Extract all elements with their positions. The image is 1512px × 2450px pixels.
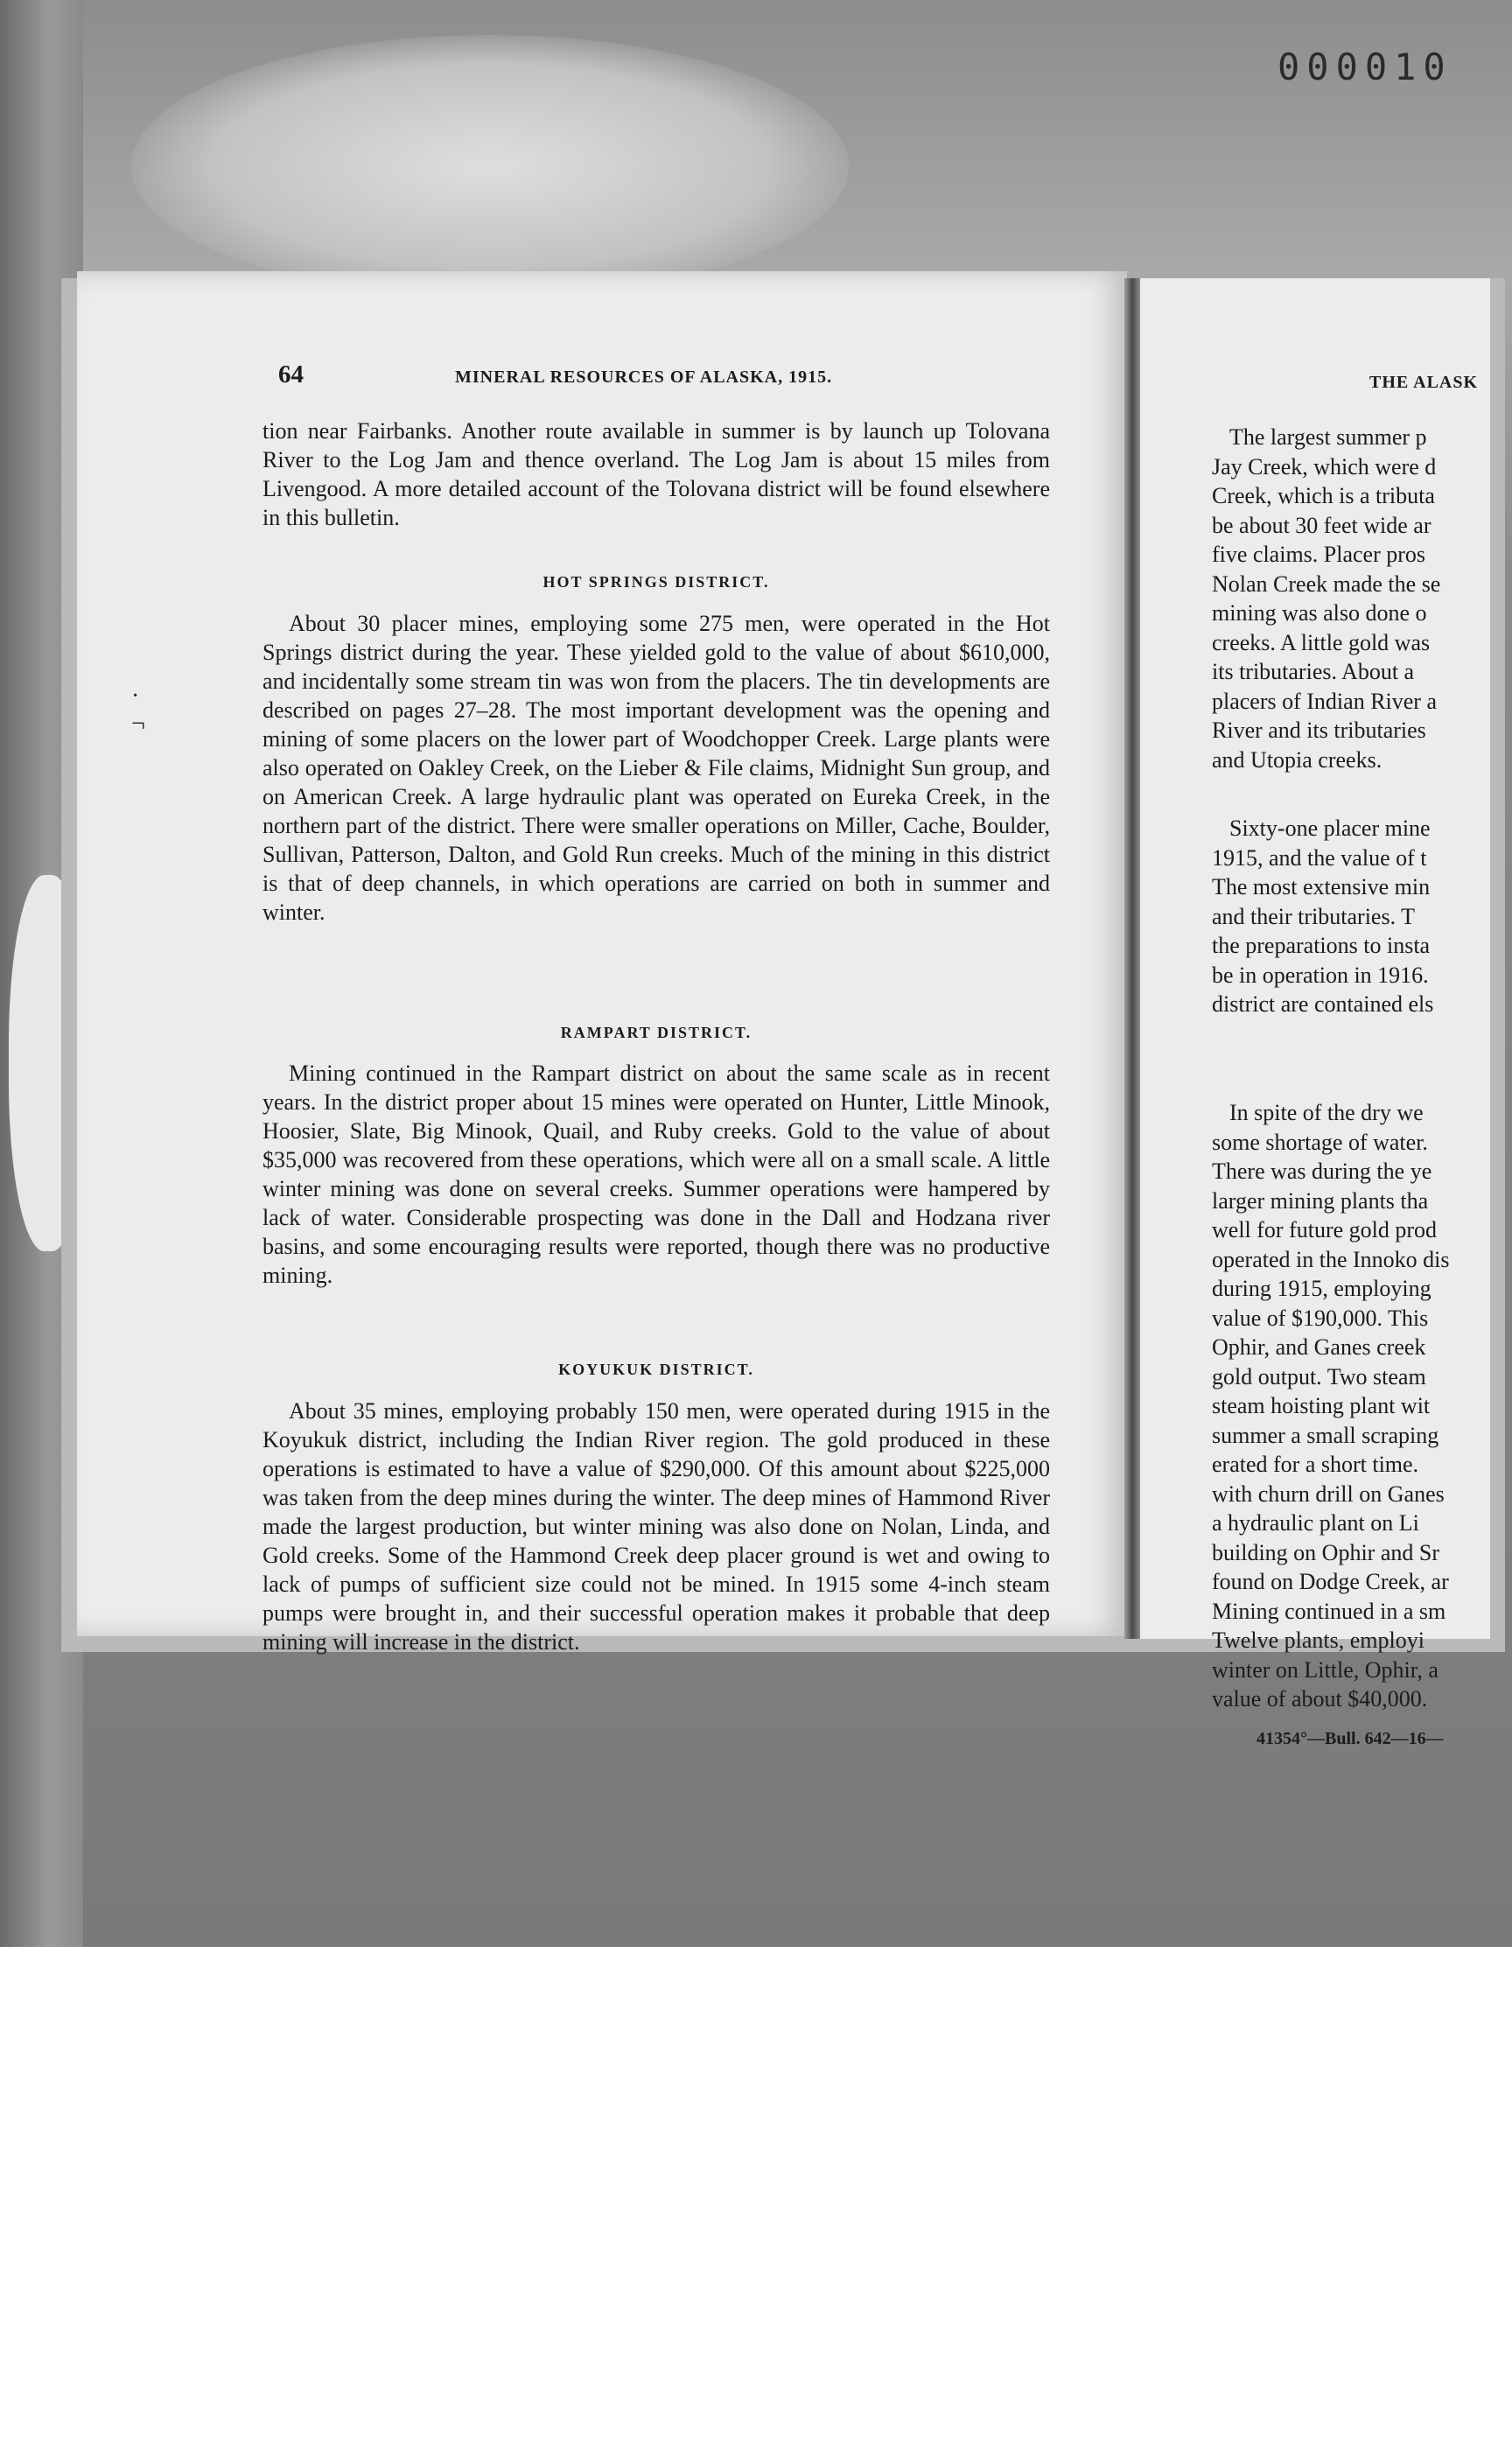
right-footer-note: 41354°—Bull. 642—16— [1256,1729,1444,1748]
right-text-line: the preparations to insta [1212,933,1431,958]
paragraph: About 30 placer mines, employing some 275 men, were operated in the Hot Springs district during the year. These yielded gold to the value of about $610,000, and incidentally some stream tin was won from the placers. The tin developments are described on pages 27–28. The most important development was the opening and mining of some placers on the lower part of Woodchopper Creek. Large plants were also operated on Oakley Creek, on the Lieber & File claims, Midnight Sun group, and on American Creek. A large hydraulic plant was operated on Eureka Creek, in the northern part of the district. There were smaller operations on Miller, Cache, Boulder, Sullivan, Patterson, Dalton, and Gold Run creeks. Much of the mining in this district is that of deep channels, in which operations are carried on both in summer and winter. [262,611,1050,925]
section-body-koyukuk [262,1396,1050,1656]
right-text-line: River and its tributaries [1212,718,1426,743]
right-text-line: value of $190,000. This [1212,1305,1429,1331]
right-text-line: mining was also done o [1212,600,1427,626]
right-text-line: Jay Creek, which were d [1212,453,1437,480]
right-text-line: be about 30 feet wide ar [1212,512,1432,538]
right-text-line: five claims. Placer pros [1212,542,1426,567]
right-text-line: operated in the Innoko dis [1212,1246,1450,1272]
book-gutter [1124,278,1140,1639]
document-number-stamp: 000010 [1278,46,1452,88]
right-running-head: THE ALASK [1369,373,1479,392]
right-text-line: well for future gold prod [1212,1217,1438,1242]
right-text-line: The most extensive min [1212,874,1431,900]
paragraph: Mining continued in the Rampart district on about the same scale as in recent years. In the district proper about 15 mines were operated on Hunter, Little Minook, Hoosier, Slate, Big Minook, Quail, and Ruby creeks. Gold to the value of about $35,000 was recovered from these operations, which were all on a small scale. A little winter mining was done on several creeks. Summer operations were hampered by lack of water. Considerable prospecting was done in the Dall and Hodzana river basins, and some encouraging results were reported, though there was no productive mining. [262,1060,1050,1288]
right-text-line: Ophir, and Ganes creek [1212,1334,1426,1360]
section-body-hot-springs [262,609,1050,927]
right-text-line: value of about $40,000. [1212,1686,1428,1712]
right-text-line: district are contained els [1212,991,1434,1017]
page-number: 64 [278,360,304,388]
intro-text: tion near Fairbanks. Another route available in summer is by launch up Tolovana River to the Log Jam and thence overland. The Log Jam is about 15 miles from Livengood. A more detailed account of the Tolovana district will be found elsewhere in this bulletin. [262,418,1050,530]
right-text-line: Nolan Creek made the se [1212,570,1441,597]
right-text-line: larger mining plants tha [1212,1187,1429,1214]
right-text-line: 1915, and the value of t [1212,844,1427,871]
right-text-line: be in operation in 1916. [1212,962,1429,988]
right-text-line: In spite of the dry we [1229,1100,1424,1125]
right-text-line: and their tributaries. T [1212,903,1416,929]
intro-paragraph [262,416,1050,532]
paragraph: About 35 mines, employing probably 150 men, were operated during 1915 in the Koyukuk district, including the Indian River region. The gold produced in these operations is estimated to have a value of $290,000. Of this amount about $225,000 was taken from the deep mines during the winter. The deep mines of Hammond River made the largest production, but winter mining was also done on Nolan, Linda, and Gold creeks. Some of the Hammond Creek deep placer ground is wet and owing to lack of pumps of sufficient size could not be mined. In 1915 some 4-inch steam pumps were brought in, and their successful operation makes it probable that deep mining will increase in the district. [262,1398,1050,1655]
right-text-line: a hydraulic plant on Li [1212,1510,1419,1536]
running-head: MINERAL RESOURCES OF ALASKA, 1915. [455,368,833,387]
right-text-line: Twelve plants, employi [1212,1628,1424,1653]
right-text-block-2 [1212,814,1509,1019]
right-text-line: some shortage of water. [1212,1129,1428,1155]
right-text-line: steam hoisting plant wit [1212,1393,1431,1418]
right-text-line: with churn drill on Ganes [1212,1480,1445,1507]
right-text-line: summer a small scraping [1212,1422,1439,1448]
right-text-line: placers of Indian River a [1212,688,1438,714]
scan-artifact [131,35,849,298]
right-text-line: its tributaries. About a [1212,659,1415,684]
section-heading-hot-springs: HOT SPRINGS DISTRICT. [542,573,770,591]
right-text-line: gold output. Two steam [1212,1363,1426,1390]
right-text-line: erated for a short time. [1212,1452,1419,1477]
margin-marks: · ¬ [131,682,145,738]
right-text-line: winter on Little, Ophir, a [1212,1656,1438,1683]
right-text-line: Sixty-one placer mine [1229,816,1431,841]
right-text-block-3 [1212,1098,1509,1714]
right-page [1140,278,1490,1748]
right-text-line: creeks. A little gold was [1212,629,1431,655]
right-text-line: The largest summer p [1229,424,1427,450]
right-text-line: Creek, which is a tributa [1212,483,1435,508]
right-text-line: building on Ophir and Sr [1212,1539,1439,1565]
right-text-line: Mining continued in a sm [1212,1598,1446,1624]
section-body-rampart [262,1059,1050,1290]
right-text-line: There was during the ye [1212,1158,1432,1184]
right-text-block-1 [1212,423,1509,774]
right-text-line: during 1915, employing [1212,1276,1432,1301]
right-text-line: found on Dodge Creek, ar [1212,1569,1449,1594]
section-heading-rampart: RAMPART DISTRICT. [560,1024,752,1041]
section-heading-koyukuk: KOYUKUK DISTRICT. [558,1361,754,1378]
right-text-line: and Utopia creeks. [1212,746,1382,773]
